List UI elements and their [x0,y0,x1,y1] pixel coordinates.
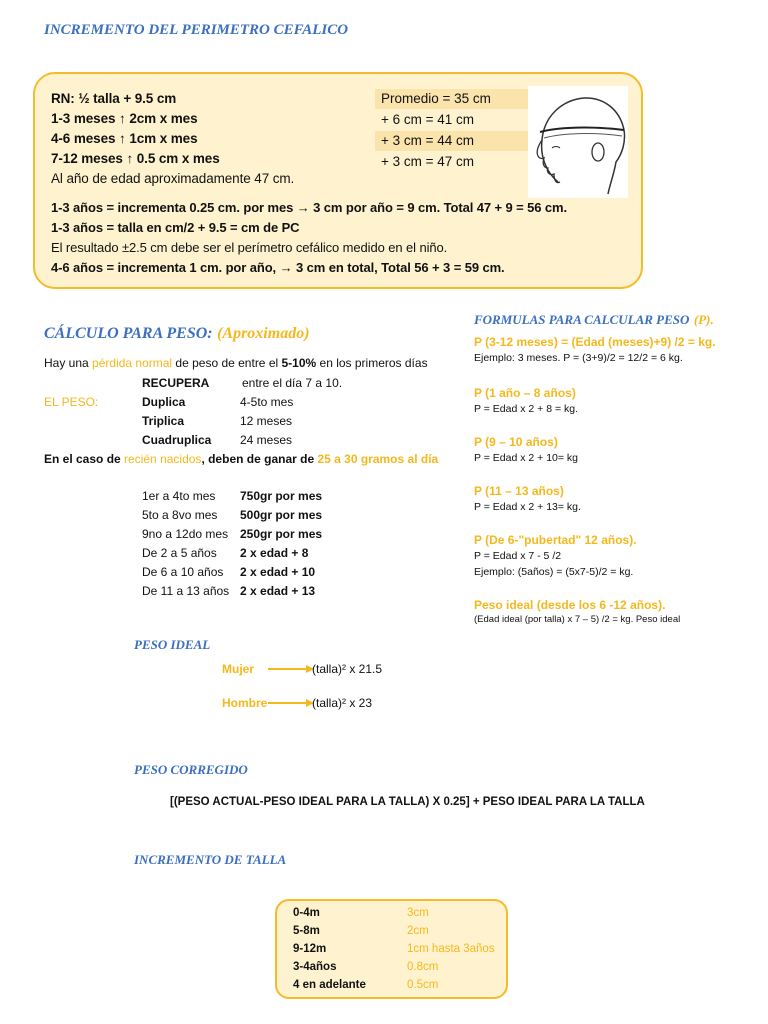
talla-val: 2cm [407,925,429,937]
pc-line: RN: ½ talla + 9.5 cm [51,91,177,106]
text: recién nacidos [124,452,202,466]
rn-line [44,452,438,466]
peso-row-val: 24 meses [240,433,293,447]
talla-box [275,899,508,999]
pc-line: 4-6 meses ↑ 1cm x mes [51,131,198,146]
formula-title: P (1 año – 8 años) [474,386,576,400]
formula-line: P = Edad x 2 + 10= kg [474,452,579,464]
pc-line: 1-3 años = incrementa 0.25 cm. por mes → 3 cm por año = 9 cm. Total 47 + 9 = 56 cm. [51,200,568,215]
hombre-label: Hombre [222,696,268,710]
formula-title: P (3-12 meses) = (Edad (meses)+9) /2 = kg. [474,335,716,349]
peso-row-key: Cuadruplica [142,433,212,447]
talla-val: 1cm hasta 3años [407,943,495,955]
gain-val: 2 x edad + 8 [240,546,309,560]
formula-line: P = Edad x 7 - 5 /2 [474,550,562,562]
gain-key: 5to a 8vo mes [142,508,218,522]
text: FORMULAS PARA CALCULAR PESO [474,312,690,327]
text: 5-10% [281,356,317,370]
talla-val: 0.5cm [407,979,439,991]
peso-corregido-formula: [(PESO ACTUAL-PESO IDEAL PARA LA TALLA) X 0.25] + PESO IDEAL PARA LA TALLA [170,796,645,808]
gain-key: 1er a 4to mes [142,489,216,503]
formula-line: (Edad ideal (por talla) x 7 – 5) /2 = kg. Peso ideal [474,614,681,625]
gain-key: De 6 a 10 años [142,565,224,579]
gain-key: 9no a 12do mes [142,527,229,541]
peso-row-key: Duplica [142,395,186,409]
formula-line: P = Edad x 2 + 13= kg. [474,501,581,513]
talla-key: 3-4años [293,961,337,973]
formula-line: Ejemplo: 3 meses. P = (3+9)/2 = 12/2 = 6 kg. [474,352,683,364]
formula-title: P (De 6-"pubertad" 12 años). [474,533,637,547]
pc-line: Al año de edad aproximadamente 47 cm. [51,171,295,186]
peso-title [44,325,310,343]
formula-line: P = Edad x 2 + 8 = kg. [474,403,579,415]
recupera-value: entre el día 7 a 10. [242,376,343,390]
text: Hay una [44,356,93,370]
pc-inc: + 6 cm = 41 cm [381,112,475,127]
text: en los primeros días [316,356,428,370]
pc-inc: + 3 cm = 47 cm [381,154,475,169]
talla-title: INCREMENTO DE TALLA [134,852,287,867]
gain-val: 250gr por mes [240,527,323,541]
formula-title: P (9 – 10 años) [474,435,558,449]
text: , deben de ganar de [201,452,318,466]
arrow-icon [268,698,314,708]
pc-line: El resultado ±2.5 cm debe ser el perímetro cefálico medido en el niño. [51,240,448,255]
gain-key: De 11 a 13 años [142,584,230,598]
pc-avg: Promedio = 35 cm [375,89,560,109]
pc-title: INCREMENTO DEL PERIMETRO CEFALICO [44,22,349,38]
text: En el caso de [44,452,125,466]
pc-line: 7-12 meses ↑ 0.5 cm x mes [51,151,220,166]
gain-val: 500gr por mes [240,508,323,522]
talla-key: 5-8m [293,925,320,937]
peso-title-main: CÁLCULO PARA PESO: [44,325,213,342]
mujer-label: Mujer [222,662,255,676]
formula-title: Peso ideal (desde los 6 -12 años). [474,598,666,612]
peso-ideal-title: PESO IDEAL [134,637,211,652]
gain-val: 750gr por mes [240,489,323,503]
mujer-formula: (talla)² x 21.5 [312,662,383,676]
pc-line: 4-6 años = incrementa 1 cm. por año, → 3 cm en total, Total 56 + 3 = 59 cm. [51,260,505,275]
el-peso-label: EL PESO: [44,395,99,409]
pc-line: 1-3 años = talla en cm/2 + 9.5 = cm de PC [51,220,300,235]
pc-line: 1-3 meses ↑ 2cm x mes [51,111,198,126]
peso-title-sub: (Aproximado) [217,325,310,342]
text: (P). [693,312,714,327]
pc-inc: + 3 cm = 44 cm [375,131,560,151]
hombre-formula: (talla)² x 23 [312,696,373,710]
text: de peso de entre el [172,356,282,370]
gain-val: 2 x edad + 13 [240,584,316,598]
talla-val: 3cm [407,907,429,919]
talla-val: 0.8cm [407,961,439,973]
peso-row-val: 4-5to mes [240,395,294,409]
text: pérdida normal [92,356,173,370]
recupera-label: RECUPERA [142,376,210,390]
gain-key: De 2 a 5 años [142,546,217,560]
arrow-icon [268,664,314,674]
talla-key: 9-12m [293,943,327,955]
talla-key: 0-4m [293,907,320,919]
talla-key: 4 en adelante [293,979,366,991]
formulas-title [474,311,714,329]
head-measure-illustration [528,86,628,198]
peso-row-key: Triplica [142,414,185,428]
peso-intro [44,356,428,370]
peso-corregido-title: PESO CORREGIDO [134,762,248,777]
formula-line: Ejemplo: (5años) = (5x7-5)/2 = kg. [474,566,634,578]
peso-row-val: 12 meses [240,414,293,428]
gain-val: 2 x edad + 10 [240,565,316,579]
text: 25 a 30 gramos al día [317,452,439,466]
formula-title: P (11 – 13 años) [474,484,564,498]
